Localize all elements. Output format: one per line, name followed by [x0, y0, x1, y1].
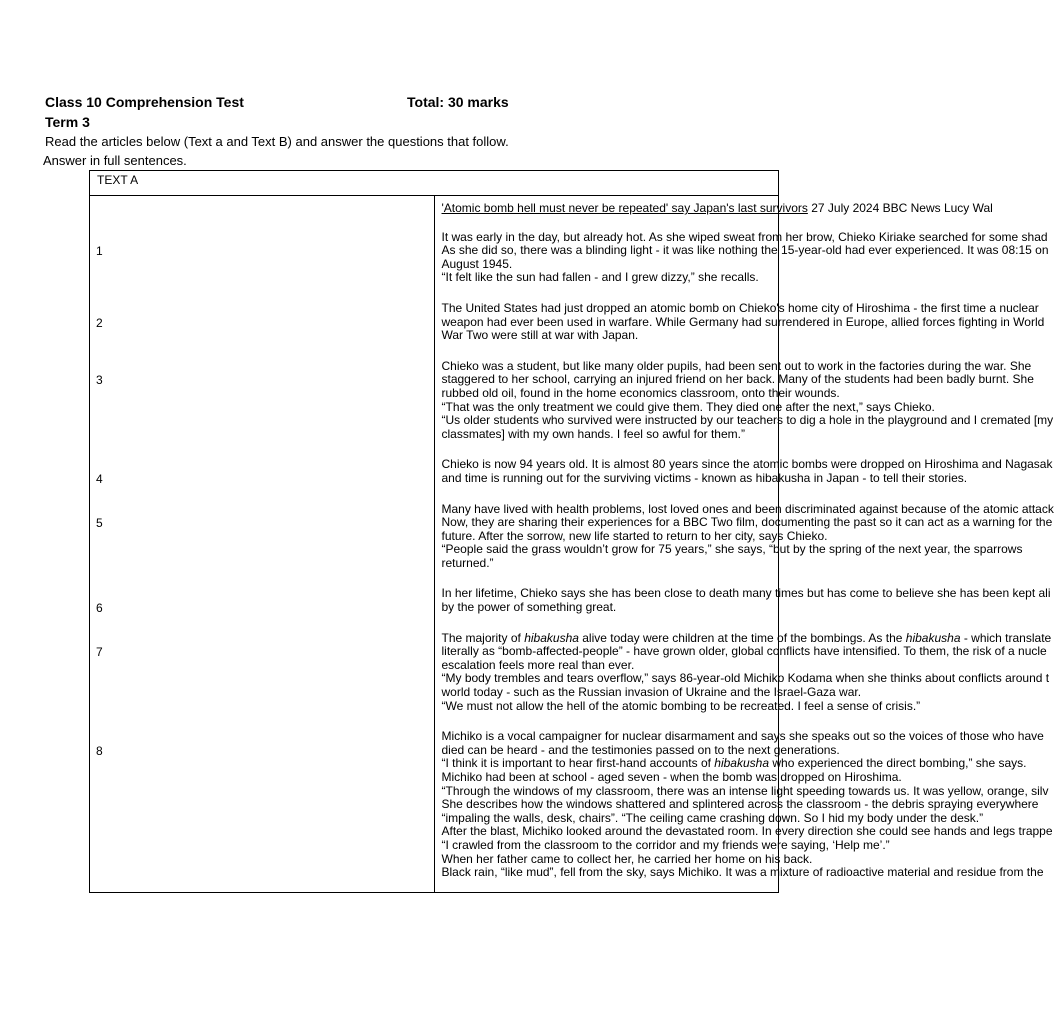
paragraph-line: by the power of something great.	[441, 600, 617, 615]
paragraph-line: Black rain, “like mud”, fell from the sky, says Michiko. It was a mixture of radioactive material and residue from the	[441, 865, 1044, 880]
term-label: Term 3	[45, 114, 90, 130]
paragraph-line: Chieko was a student, but like many older pupils, had been sent out to work in the factories during the war. She	[441, 358, 1032, 373]
paragraph-line: The majority of hibakusha alive today were children at the time of the bombings. As the hibakusha - which translate	[441, 630, 1052, 645]
article-headline: 'Atomic bomb hell must never be repeated' say Japan's last survivors	[441, 201, 808, 215]
paragraph-line: Michiko is a vocal campaigner for nuclear disarmament and says she speaks out so the voices of those who have	[441, 729, 1044, 744]
paragraph-line: “We must not allow the hell of the atomic bombing to be recreated. I feel a sense of crisis.”	[441, 698, 921, 713]
paragraph-line: “I think it is important to hear first-hand accounts of hibakusha who experienced the direct bombing,” she says.	[441, 756, 1027, 771]
article-body	[441, 229, 1054, 880]
instruction-read: Read the articles below (Text a and Text B) and answer the questions that follow.	[45, 134, 509, 149]
text-a-caption: TEXT A	[90, 171, 779, 196]
paragraph-line: After the blast, Michiko looked around the devastated room. In every direction she could see hands and legs trappe	[441, 824, 1053, 839]
paragraph-line: War Two were still at war with Japan.	[441, 328, 639, 343]
paragraph-line: As she did so, there was a blinding light - it was like nothing the 15-year-old had ever experienced. It was 08:15 on	[441, 243, 1049, 258]
paragraph-3	[441, 358, 1054, 442]
paragraph-line: “That was the only treatment we could give them. They died one after the next,” says Chieko.	[441, 399, 935, 414]
paragraph-number-7: 7	[96, 645, 103, 660]
paragraph-number-6: 6	[96, 601, 103, 616]
paragraph-line: world today - such as the Russian invasion of Ukraine and the Israel-Gaza war.	[441, 685, 862, 700]
article-headline-line	[441, 201, 993, 216]
paragraph-line: Michiko had been at school - aged seven - when the bomb was dropped on Hiroshima.	[441, 770, 902, 784]
paragraph-line: “It felt like the sun had fallen - and I grew dizzy,” she recalls.	[441, 270, 759, 285]
test-title: Class 10 Comprehension Test	[45, 94, 244, 110]
paragraph-line: The United States had just dropped an atomic bomb on Chieko's home city of Hiroshima - the first time a nuclear	[441, 300, 1039, 315]
paragraph-line: It was early in the day, but already hot. As she wiped sweat from her brow, Chieko Kiriake searched for some shad	[441, 229, 1048, 244]
paragraph-8	[441, 729, 1053, 880]
paragraph-line: “People said the grass wouldn’t grow for 75 years,” she says, “but by the spring of the next year, the sparrows	[441, 542, 1023, 557]
paragraph-number-8: 8	[96, 743, 103, 758]
paragraph-1	[441, 229, 1049, 285]
paragraph-number-2: 2	[96, 315, 103, 330]
paragraph-line: “Through the windows of my classroom, there was an intense light speeding towards us. It was yellow, orange, silv	[441, 783, 1049, 798]
paragraph-line: escalation feels more real than ever.	[441, 657, 635, 672]
paragraph-line: “Us older students who survived were instructed by our teachers to dig a hole in the playground and I cremated [my	[441, 413, 1054, 428]
paragraph-7	[441, 630, 1052, 714]
paragraph-line: rubbed old oil, found in the home economics classroom, onto their wounds.	[441, 385, 840, 400]
paragraph-line: staggered to her school, carrying an injured friend on her back. Many of the students had been badly burnt. She	[441, 372, 1034, 387]
paragraph-number-1: 1	[96, 244, 103, 259]
paragraph-line: “impaling the walls, desk, chairs”. “The ceiling came crashing down. So I hid my body under the desk.”	[441, 810, 984, 825]
paragraph-line: She describes how the windows shattered and splintered across the classroom - the debris spraying everywhere	[441, 797, 1039, 812]
paragraph-line: literally as “bomb-affected-people” - have grown older, global conflicts have intensified. To them, the risk of a nucle	[441, 644, 1047, 659]
paragraph-line: weapon had ever been used in warfare. While Germany had surrendered in Europe, allied forces fighting in World	[441, 314, 1045, 329]
paragraph-line: Many have lived with health problems, lost loved ones and been discriminated against because of the atomic attack	[441, 501, 1054, 516]
paragraph-4	[441, 457, 1053, 485]
paragraph-number-3: 3	[96, 373, 103, 388]
paragraph-line: “I crawled from the classroom to the corridor and my friends were saying, ‘Help me’.”	[441, 837, 890, 852]
article-cell	[434, 196, 1054, 893]
paragraph-line: In her lifetime, Chieko says she has been close to death many times but has come to believe she has been kept ali	[441, 586, 1051, 601]
paragraph-number-5: 5	[96, 516, 103, 531]
paragraph-line: future. After the sorrow, new life started to return to her city, says Chieko.	[441, 528, 828, 543]
text-a-table	[89, 170, 1054, 893]
paragraph-line: August 1945.	[441, 256, 513, 271]
paragraph-line: died can be heard - and the testimonies passed on to the next generations.	[441, 742, 840, 757]
paragraph-6	[441, 586, 1051, 615]
number-column	[90, 196, 435, 893]
paragraph-2	[441, 300, 1045, 343]
paragraph-line: Now, they are sharing their experiences for a BBC Two film, documenting the past so it can act as a warning for the	[441, 515, 1053, 530]
paragraph-line: When her father came to collect her, he carried her home on his back.	[441, 851, 813, 866]
total-marks: Total: 30 marks	[407, 94, 509, 110]
paragraph-5	[441, 501, 1054, 571]
paragraph-line: Chieko is now 94 years old. It is almost 80 years since the atomic bombs were dropped on Hiroshima and Nagasak	[441, 457, 1053, 472]
paragraph-line: classmates] with my own hands. I feel so awful for them.”	[441, 426, 745, 441]
paragraph-number-4: 4	[96, 471, 103, 486]
paragraph-line: “My body trembles and tears overflow,” says 86-year-old Michiko Kodama when she thinks about conflicts around t	[441, 671, 1050, 686]
article-source: 27 July 2024 BBC News Lucy Wal	[807, 201, 993, 215]
paragraph-line: and time is running out for the surviving victims - known as hibakusha in Japan - to tell their stories.	[441, 470, 968, 485]
paragraph-line: returned.”	[441, 555, 494, 570]
instruction-answer: Answer in full sentences.	[43, 153, 187, 168]
